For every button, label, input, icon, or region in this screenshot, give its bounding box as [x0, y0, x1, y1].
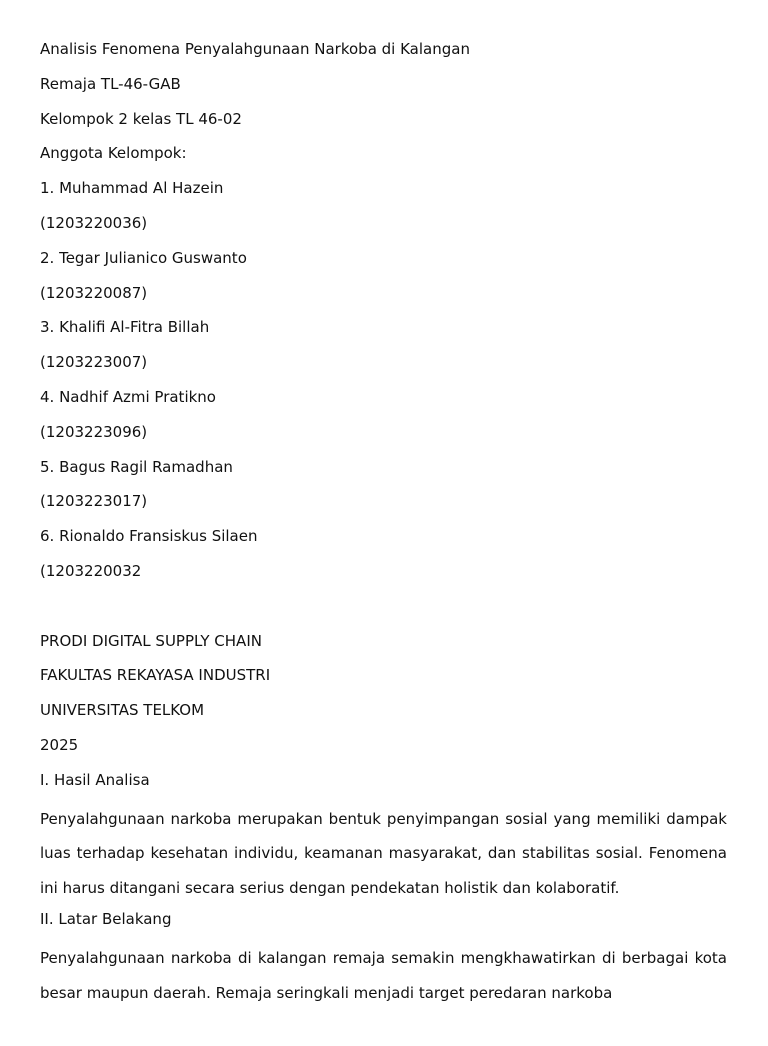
- year: 2025: [40, 735, 79, 754]
- section-paragraph-hasil-analisa: Penyalahgunaan narkoba merupakan bentuk penyimpangan sosial yang memiliki dampak luas terhadap kesehatan individu, keamanan masyarakat, dan stabilitas sosial. Fenomena ini harus ditangani secara serius dengan pendekatan holistik dan kolaboratif.: [40, 809, 727, 898]
- section-heading-latar-belakang: II. Latar Belakang: [40, 909, 172, 928]
- member-id: (1203223007): [40, 353, 148, 372]
- member-id: (1203223017): [40, 492, 148, 511]
- document-title-line-1: Analisis Fenomena Penyalahgunaan Narkoba di Kalangan: [40, 40, 470, 58]
- paragraph-clip: [40, 941, 727, 1046]
- member-name: 3. Khalifi Al-Fitra Billah: [40, 318, 210, 337]
- member-name: 5. Bagus Ragil Ramadhan: [40, 457, 233, 476]
- group-line: Kelompok 2 kelas TL 46-02: [40, 109, 242, 128]
- members-heading: Anggota Kelompok:: [40, 144, 187, 163]
- member-name: 1. Muhammad Al Hazein: [40, 179, 224, 198]
- member-name: 4. Nadhif Azmi Pratikno: [40, 387, 216, 406]
- member-id: (1203223096): [40, 422, 148, 441]
- program-name: PRODI DIGITAL SUPPLY CHAIN: [40, 631, 262, 650]
- member-name: 6. Rionaldo Fransiskus Silaen: [40, 527, 258, 546]
- faculty-name: FAKULTAS REKAYASA INDUSTRI: [40, 666, 271, 685]
- section-heading-hasil-analisa: I. Hasil Analisa: [40, 770, 150, 789]
- member-id: (1203220087): [40, 283, 148, 302]
- member-name: 2. Tegar Julianico Guswanto: [40, 248, 247, 267]
- document-title-line-2: Remaja TL-46-GAB: [40, 74, 181, 93]
- spacer: [40, 593, 727, 628]
- document-page: [40, 36, 727, 1046]
- member-id: (1203220032: [40, 561, 142, 580]
- university-name: UNIVERSITAS TELKOM: [40, 701, 205, 720]
- section-paragraph-latar-belakang: Penyalahgunaan narkoba di kalangan remaja semakin mengkhawatirkan di berbagai kota besar maupun daerah. Remaja seringkali menjadi target peredaran narkoba: [40, 948, 727, 1002]
- member-id: (1203220036): [40, 213, 148, 232]
